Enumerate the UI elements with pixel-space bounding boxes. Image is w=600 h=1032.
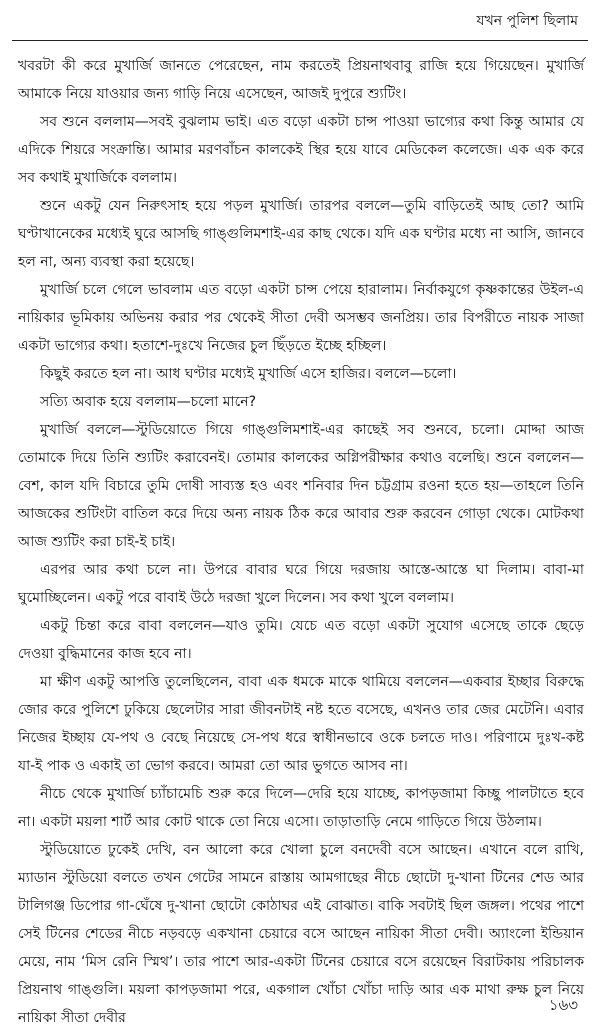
paragraph: শুনে একটু যেন নিরুৎসাহ হয়ে পড়ল মুখার্জি। তারপর বললে—তুমি বাড়িতেই আছ তো? আমি ঘণ্টাখানেকের মধ্যেই ঘুরে আসছি গাঙ্গুলিমশাই-এর কাছ থেকে। যদি এক ঘণ্টার মধ্যে না আসি, জানবে হল না, অন্য ব্যবস্থা করা হয়েছে। [18,198,584,270]
paragraph: সব শুনে বললাম—সবই বুঝলাম ভাই। এত বড়ো একটা চান্স পাওয়া ভাগ্যের কথা কিন্তু আমার যে এদিকে শিয়রে সংক্রান্তি। আমার মরণবাঁচন কালকেই স্থির হয়ে যাবে মেডিকেল কলেজে। এক এক করে সব কথাই মুখার্জিকে বললাম। [18,114,584,186]
paragraph: খবরটা কী করে মুখার্জি জানতে পেরেছেন, নাম করতেই প্রিয়নাথবাবু রাজি হয়ে গিয়েছেন। মুখার্জি আমাকে নিয়ে যাওয়ার জন্য গাড়ি নিয়ে এসেছেন, আজই দুপুরে শ্যুটিং। [18,58,584,102]
page-number: ১৬৩ [548,996,578,1014]
paragraph: নীচে থেকে মুখার্জি চ্যাঁচামেচি শুরু করে দিলে—দেরি হয়ে যাচ্ছে, কাপড়জামা কিচ্ছু পালটাতে হবে না। একটা ময়লা শার্ট আর কোট থাকে তো নিয়ে এসো। তাড়াতাড়ি নেমে গাড়িতে গিয়ে উঠলাম। [18,786,584,830]
paragraph: স্টুডিয়োতে ঢুকেই দেখি, বন আলো করে খোলা চুলে বনদেবী বসে আছেন। এখানে বলে রাখি, ম্যাডান স্টুডিয়ো বলতে তখন গেটের সামনে রাস্তায় আমগাছের নীচে ছোটো দু-খানা টিনের শেড আর টালিগঞ্জ ডিপোর গা-ঘেঁষে দু-খানা ছোটো কোঠাঘর এই বোঝাত। বাকি সবটাই ছিল জঙ্গল। পথের পাশে সেই টিনের শেডের নীচে নড়বড়ে একখানা চেয়ারে বসে আছেন নায়িকা সীতা দেবী। অ্যাংলো ইন্ডিয়ান মেয়ে, নাম ‘মিস রেনি স্মিথ’। তার পাশে আর-একটা টিনের চেয়ারে বসে রয়েছেন বিরাটকায় পরিচালক প্রিয়নাথ গাঙ্গুলি। ময়লা কাপড়জামা পরে, একগাল খোঁচা খোঁচা দাড়ি আর এক মাথা রুক্ষ চুল নিয়ে নায়িকা সীতা দেবীর [18,842,584,1026]
paragraph: মুখার্জি চলে গেলে ভাবলাম এত বড়ো একটা চান্স পেয়ে হারালাম। নির্বাকযুগে কৃষ্ণকান্তের উইল-এ নায়িকার ভূমিকায় অভিনয় করার পর থেকেই সীতা দেবী অসম্ভব জনপ্রিয়। তার বিপরীতে নায়ক সাজা একটা ভাগ্যের কথা। হতাশে-দুঃখে নিজের চুল ছিঁড়তে ইচ্ছে হচ্ছিল। [18,282,584,354]
paragraph: এরপর আর কথা চলে না। উপরে বাবার ঘরে গিয়ে দরজায় আস্তে-আস্তে ঘা দিলাম। বাবা-মা ঘুমোচ্ছিলেন। একটু পরে বাবাই উঠে দরজা খুলে দিলেন। সব কথা খুলে বললাম। [18,562,584,606]
paragraph: কিছুই করতে হল না। আধ ঘণ্টার মধ্যেই মুখার্জি এসে হাজির। বললে—চলো। [40,366,457,382]
paragraph: মুখার্জি বললে—স্টুডিয়োতে গিয়ে গাঙ্গুলিমশাই-এর কাছেই সব শুনবে, চলো। মোদ্দা আজ তোমাকে দিয়ে তিনি শ্যুটিং করাবেনই। তোমার কালকের অগ্নিপরীক্ষার কথাও বলেছি। শুনে বললেন—বেশ, কাল যদি বিচারে তুমি দোষী সাব্যস্ত হও এবং শনিবার দিন চট্টগ্রাম রওনা হতে হয়—তাহলে তিনি আজকের শুটিংটা বাতিল করে দিয়ে অন্য নায়ক ঠিক করে আবার শুরু করবেন গোড়া থেকে। মোটকথা আজ শ্যুটিং করা চাই-ই চাই। [18,422,584,550]
paragraph: সত্যি অবাক হয়ে বললাম—চলো মানে? [40,394,257,410]
paragraph: একটু চিন্তা করে বাবা বললেন—যাও তুমি। যেচে এত বড়ো একটা সুযোগ এসেছে তাকে ছেড়ে দেওয়া বুদ্ধিমানের কাজ হবে না। [18,618,584,662]
paragraph: মা ক্ষীণ একটু আপত্তি তুলেছিলেন, বাবা এক ধমকে মাকে থামিয়ে বললেন—একবার ইচ্ছার বিরুদ্ধে জোর করে পুলিশে ঢুকিয়ে ছেলেটার সারা জীবনটাই নষ্ট হতে বসেছে, এখনও তার জের মেটেনি। এবার নিজের ইচ্ছায় যে-পথ ও বেছে নিয়েছে সে-পথ ধরে স্বাধীনভাবে ওকে চলতে দাও। পরিণামে দুঃখ-কষ্ট যা-ই পাক ও একাই তা ভোগ করবে। আমরা তো আর ভুগতে আসব না। [18,674,584,774]
running-head: যখন পুলিশ ছিলাম [476,13,578,29]
body-text [18,52,584,1032]
header-rule [12,40,588,41]
